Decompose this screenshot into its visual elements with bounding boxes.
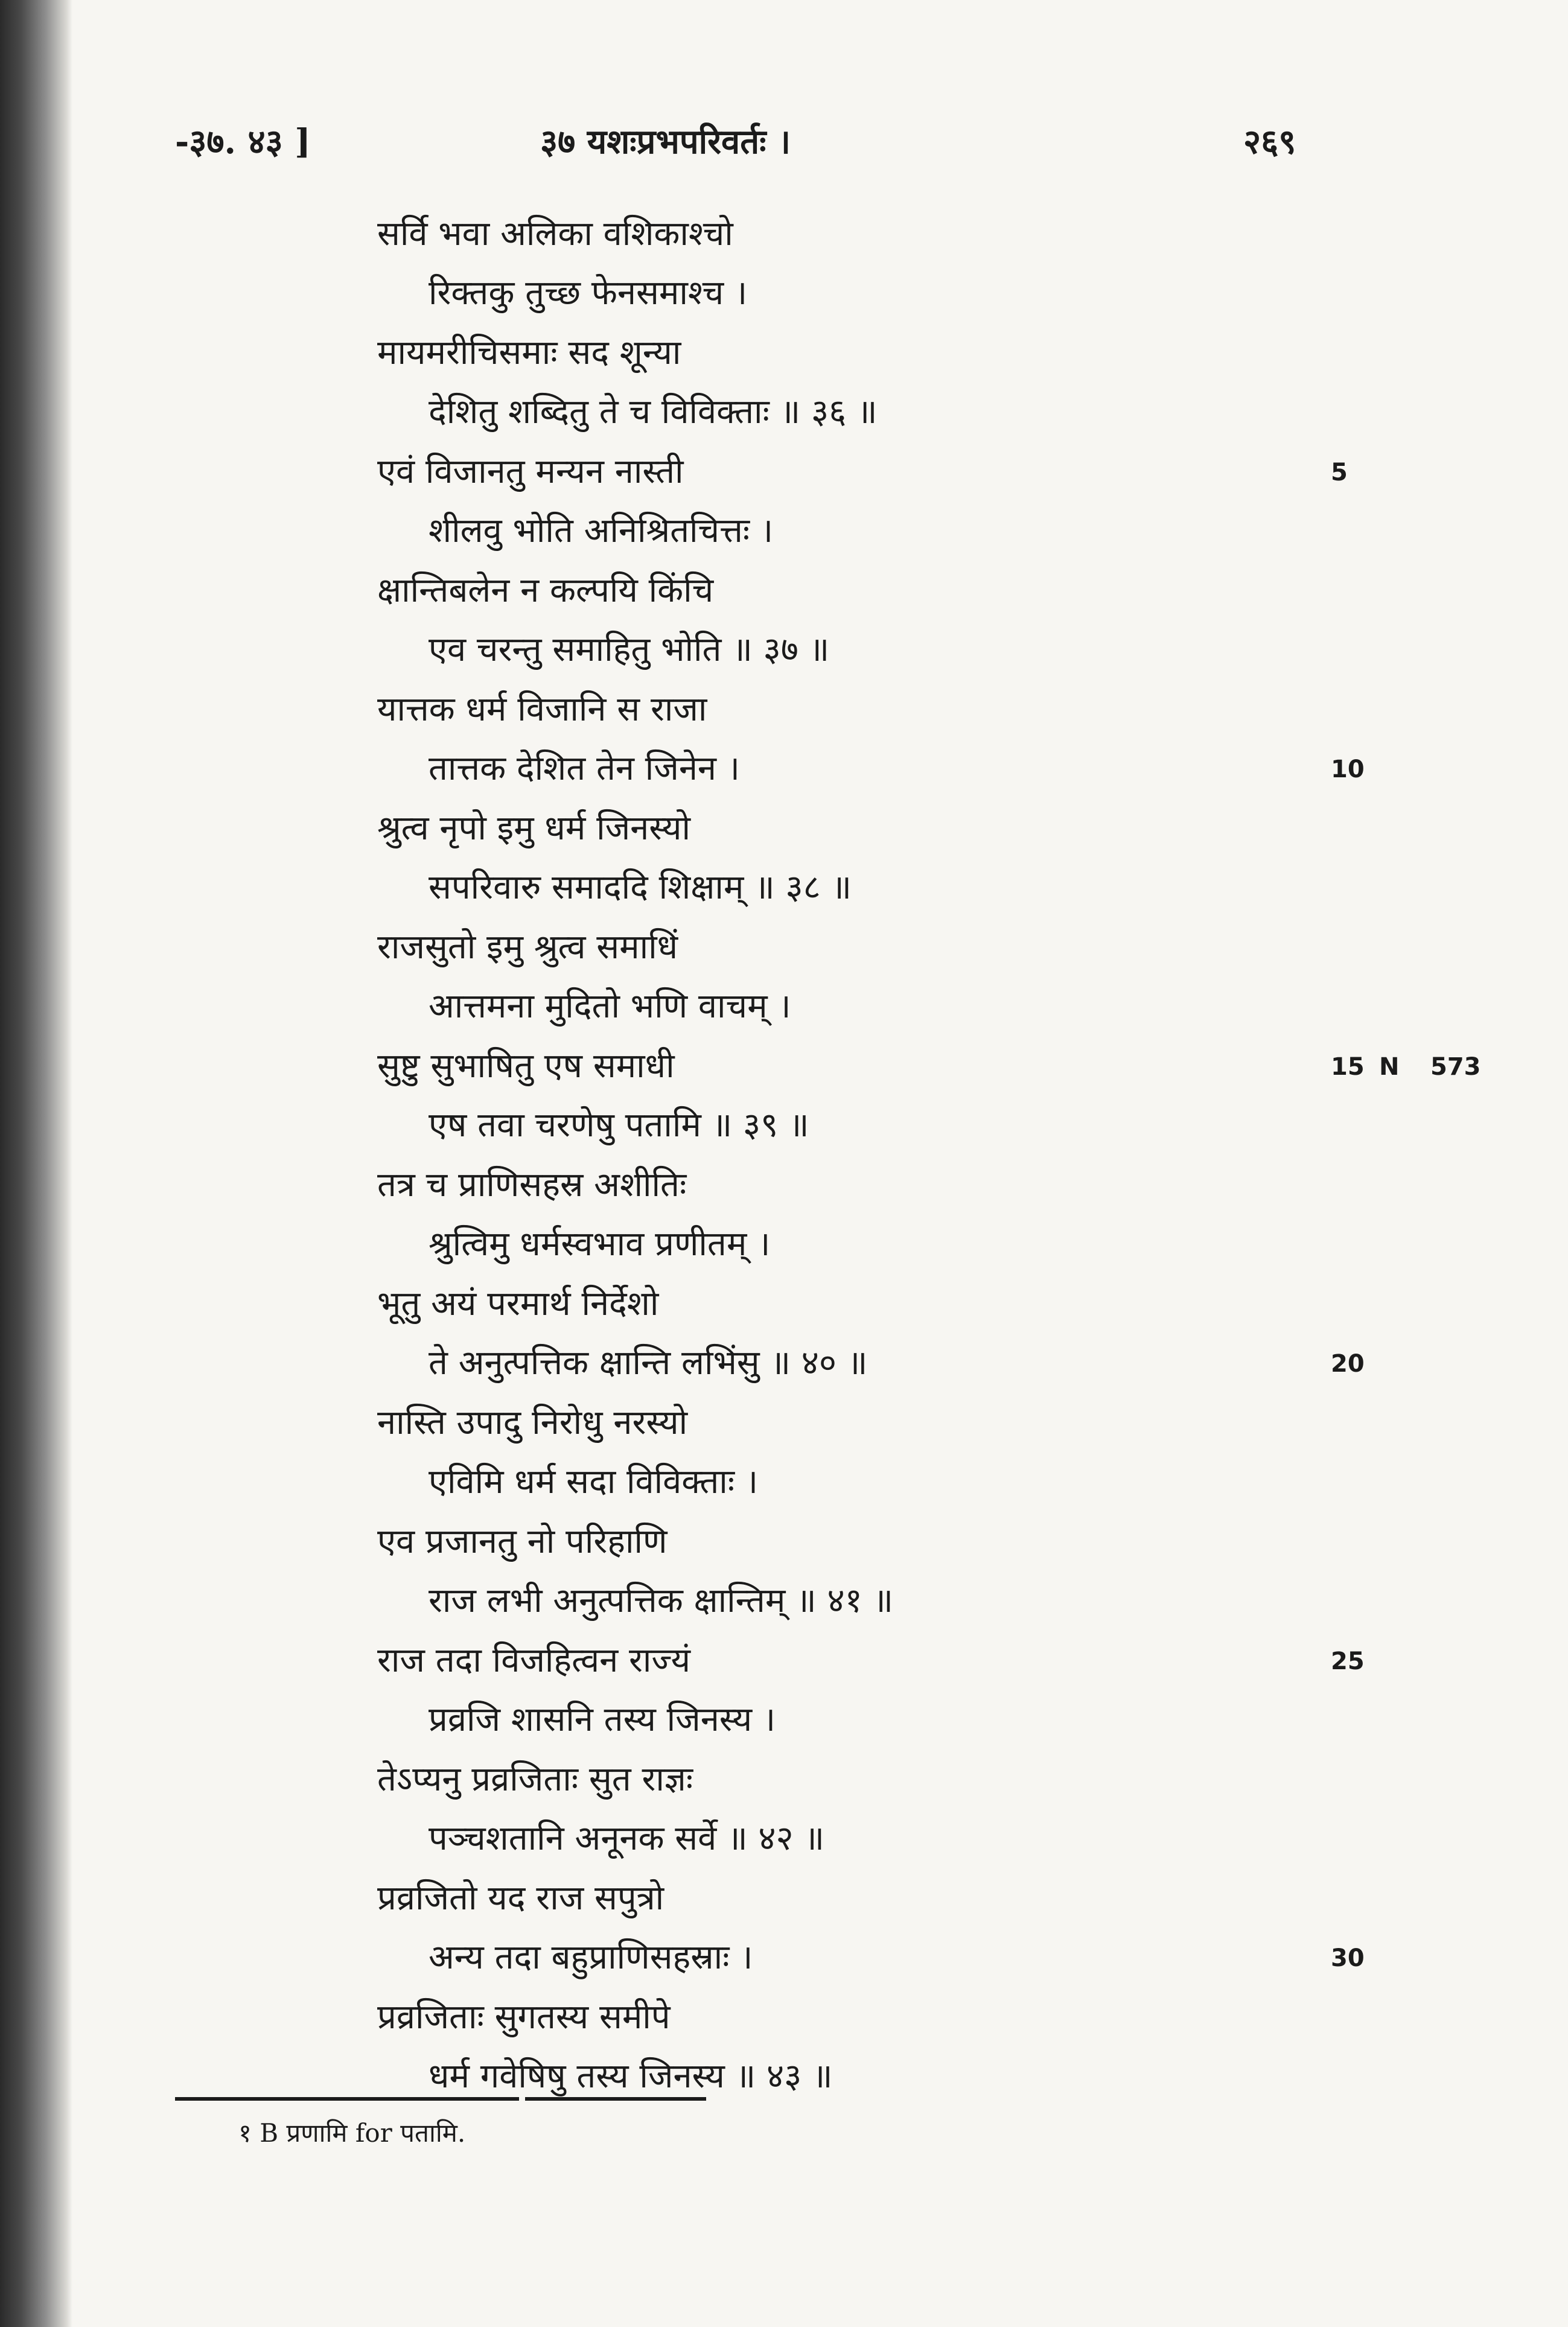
line-number: 15: [1331, 1053, 1365, 1081]
verse-line: पञ्चशतानि अनूनक सर्वे ॥ ४२ ॥: [429, 1819, 825, 1858]
verse-line: आत्तमना मुदितो भणि वाचम् ।: [429, 987, 791, 1026]
header-chapter-title: ३७ यशःप्रभपरिवर्तः ।: [540, 122, 791, 162]
verse-line: श्रुत्विमु धर्मस्वभाव प्रणीतम् ।: [429, 1224, 771, 1264]
verse-line: क्षान्तिबलेन न कल्पयि किंचि: [377, 571, 714, 610]
verse-line: नास्ति उपादु निरोधु नरस्यो: [377, 1403, 688, 1442]
verse-line: धर्म गवेषिषु तस्य जिनस्य ॥ ४३ ॥: [429, 2057, 833, 2096]
verse-line: प्रव्रजिताः सुगतस्य समीपे: [377, 1998, 671, 2037]
verse-line: प्रव्रजितो यद राज सपुत्रो: [377, 1879, 664, 1918]
scan-binding-shadow: [0, 0, 72, 2327]
header-verse-range: -३७. ४३ ]: [175, 122, 311, 162]
line-number: 30: [1331, 1944, 1365, 1972]
verse-line: एष तवा चरणेषु पतामि ॥ ३९ ॥: [429, 1106, 809, 1145]
footnote-rule: [175, 2097, 519, 2101]
line-number: 5: [1331, 459, 1348, 486]
manuscript-folio: 573: [1430, 1053, 1481, 1081]
verse-line: राज लभी अनुत्पत्तिक क्षान्तिम् ॥ ४१ ॥: [429, 1581, 894, 1620]
verse-line: यात्तक धर्म विजानि स राजा: [377, 690, 707, 729]
line-number: 25: [1331, 1647, 1365, 1675]
manuscript-marker: N: [1379, 1053, 1400, 1081]
verse-line: प्रव्रजि शासनि तस्य जिनस्य ।: [429, 1700, 776, 1739]
verse-line: राज तदा विजहित्वन राज्यं: [377, 1641, 690, 1680]
verse-line: भूतु अयं परमार्थ निर्देशो: [377, 1284, 659, 1323]
verse-line: एवं विजानतु मन्यन नास्ती: [377, 452, 684, 491]
verse-line: सुष्टु सुभाषितु एष समाधी: [377, 1046, 675, 1086]
verse-line: सपरिवारु समाददि शिक्षाम् ॥ ३८ ॥: [429, 868, 852, 907]
verse-line: मायमरीचिसमाः सद शून्या: [377, 333, 681, 372]
verse-line: अन्य तदा बहुप्राणिसहस्राः ।: [429, 1938, 753, 1977]
verse-line: रिक्तकु तुच्छ फेनसमाश्च ।: [429, 273, 748, 313]
footnote-rule: [525, 2097, 706, 2101]
footnote: १ B प्रणामि for पतामि.: [238, 2118, 466, 2148]
verse-line: शीलवु भोति अनिश्रितचित्तः ।: [429, 511, 774, 550]
verse-line: राजसुतो इमु श्रुत्व समाधिं: [377, 928, 678, 967]
verse-line: एव प्रजानतु नो परिहाणि: [377, 1522, 668, 1561]
verse-line: सर्वि भवा अलिका वशिकाश्चो: [377, 214, 733, 253]
verse-line: ते अनुत्पत्तिक क्षान्ति लभिंसु ॥ ४० ॥: [429, 1343, 868, 1383]
verse-line: देशितु शब्दितु ते च विविक्ताः ॥ ३६ ॥: [429, 392, 878, 431]
verse-line: तेऽप्यनु प्रव्रजिताः सुत राज्ञः: [377, 1760, 693, 1799]
line-number: 10: [1331, 756, 1365, 783]
verse-line: एविमि धर्म सदा विविक्ताः ।: [429, 1462, 759, 1501]
verse-line: एव चरन्तु समाहितु भोति ॥ ३७ ॥: [429, 630, 830, 669]
verse-line: तात्तक देशित तेन जिनेन ।: [429, 749, 741, 788]
line-number: 20: [1331, 1350, 1365, 1378]
verse-line: श्रुत्व नृपो इमु धर्म जिनस्यो: [377, 809, 691, 848]
verse-line: तत्र च प्राणिसहस्र अशीतिः: [377, 1165, 687, 1205]
header-page-number: २६९: [1243, 122, 1296, 162]
